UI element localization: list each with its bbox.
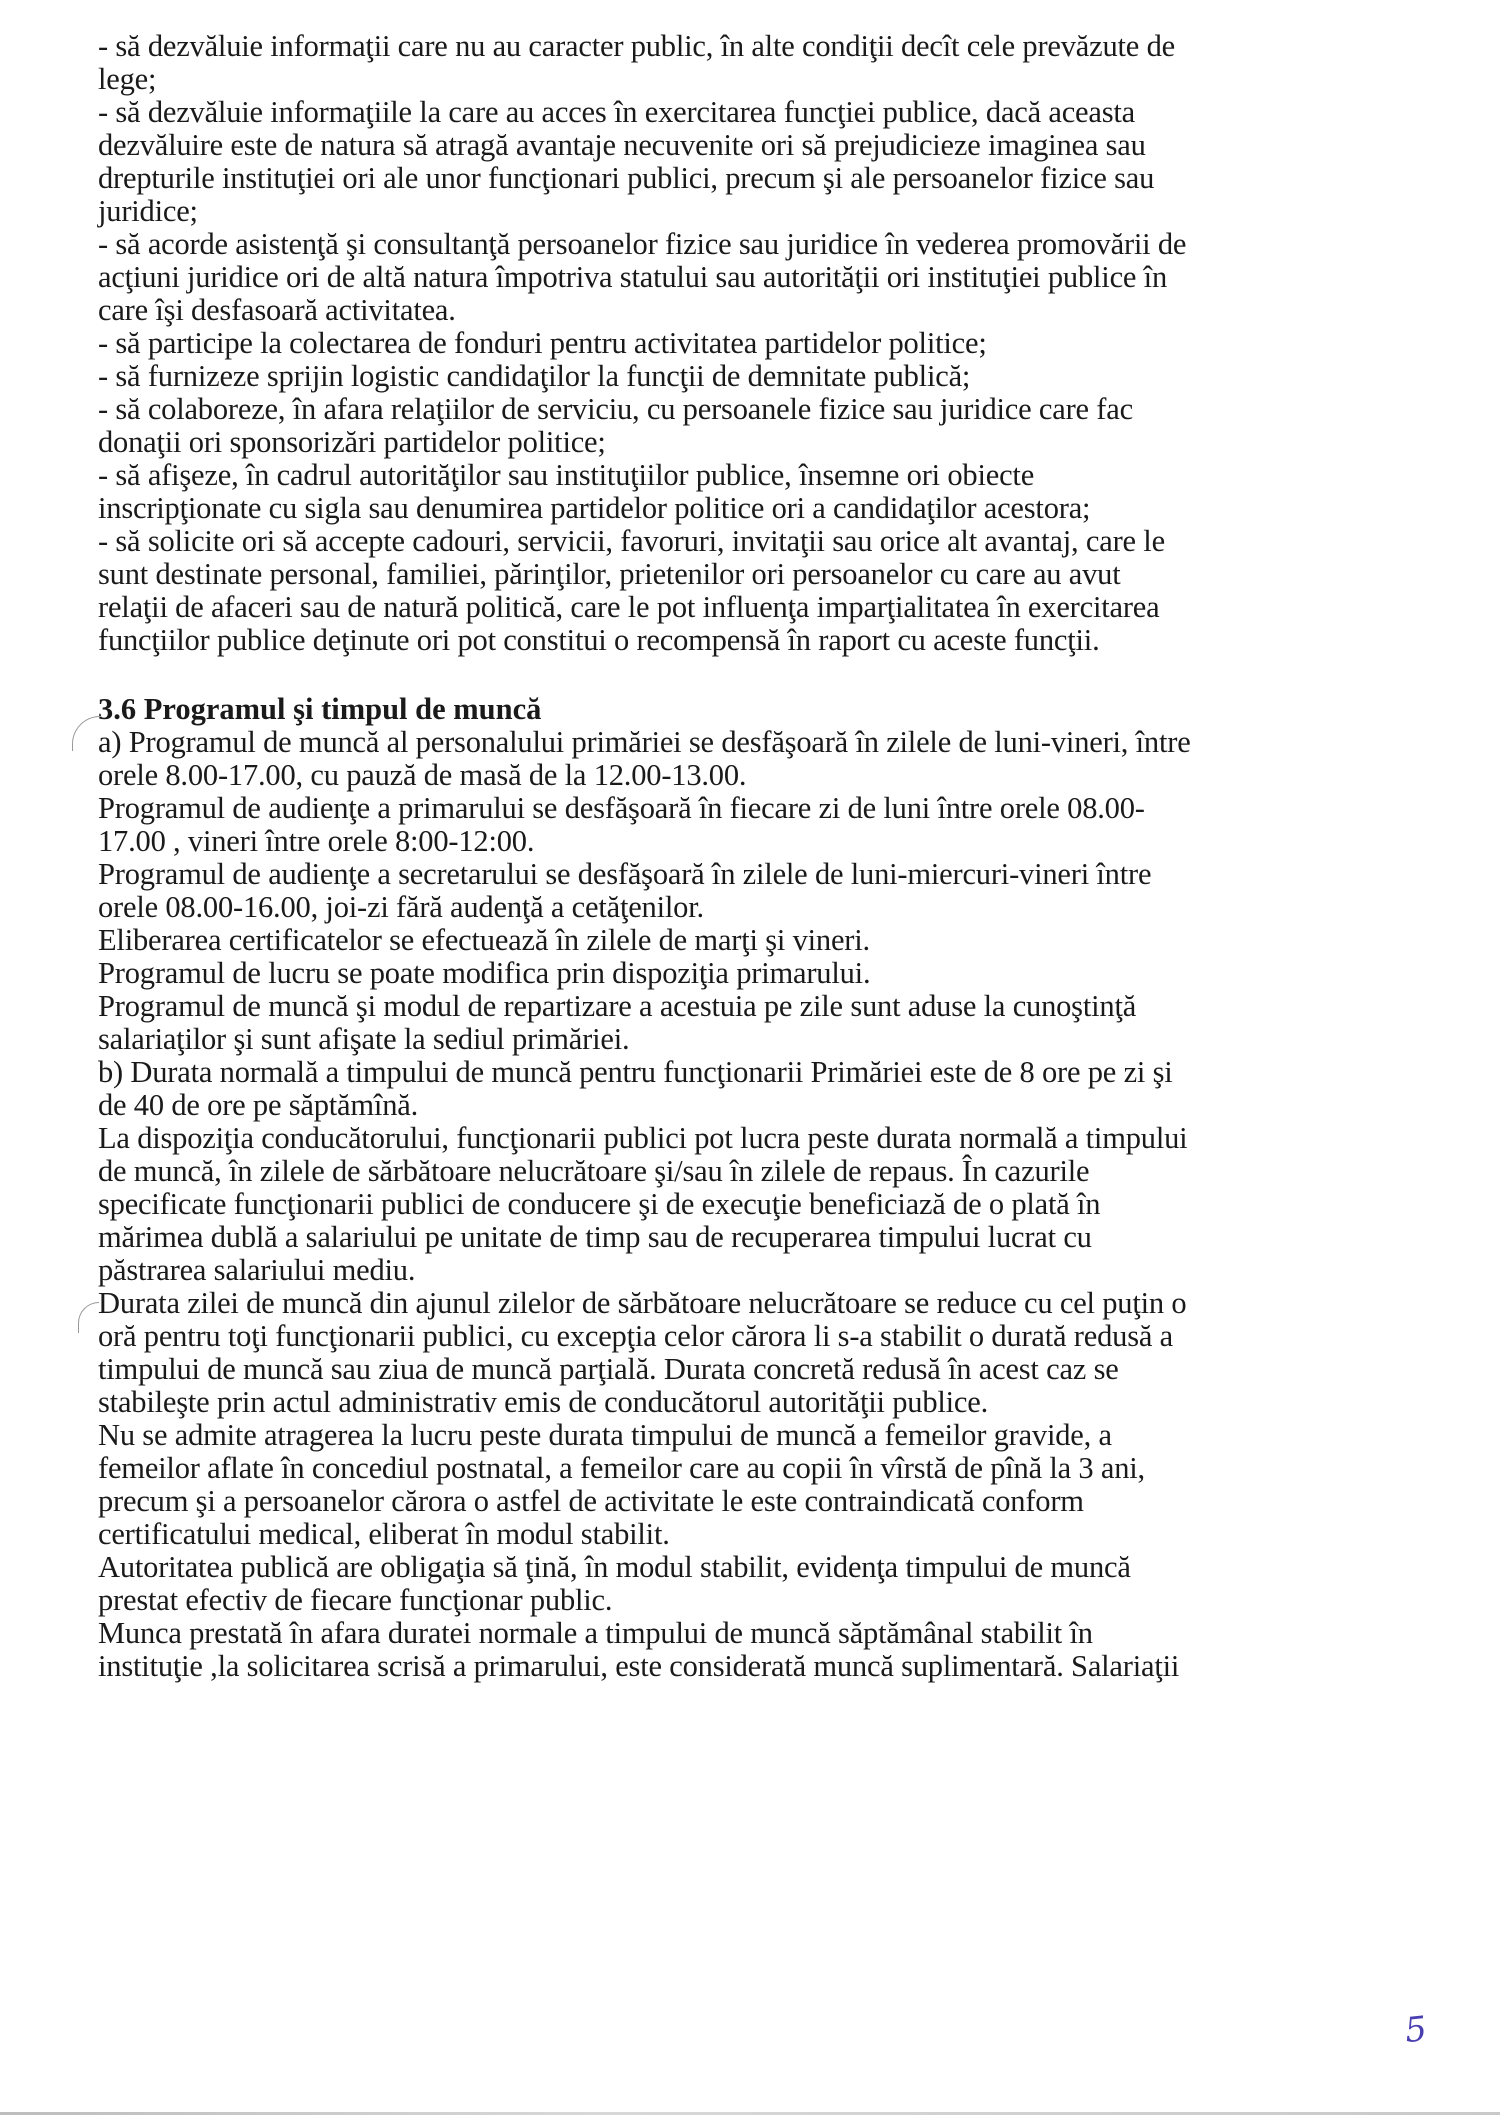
text-line: mărimea dublă a salariului pe unitate de timp sau de recuperarea timpului lucrat cu: [98, 1220, 1092, 1254]
section-body: [98, 726, 1398, 1683]
text-line: - să dezvăluie informaţii care nu au caracter public, în alte condiţii decît cele prevăzute de: [98, 29, 1175, 63]
text-line: La dispoziţia conducătorului, funcţionarii publici pot lucra peste durata normală a timpului: [98, 1121, 1188, 1155]
document-page: [98, 30, 1398, 1683]
scan-artifact-mark: [72, 716, 101, 751]
text-line: Programul de audienţe a primarului se desfăşoară în fiecare zi de luni între orele 08.00-: [98, 791, 1145, 825]
text-line: - să dezvăluie informaţiile la care au acces în exercitarea funcţiei publice, dacă aceasta: [98, 95, 1136, 129]
text-line: orele 8.00-17.00, cu pauză de masă de la 12.00-13.00.: [98, 758, 747, 792]
text-line: donaţii ori sponsorizări partidelor politice;: [98, 425, 606, 459]
text-line: oră pentru toţi funcţionarii publici, cu excepţia celor cărora li s-a stabilit o durată redusă a: [98, 1319, 1173, 1353]
text-line: - să acorde asistenţă şi consultanţă persoanelor fizice sau juridice în vederea promovării de: [98, 227, 1187, 261]
text-line: precum şi a persoanelor cărora o astfel de activitate le este contraindicată conform: [98, 1484, 1084, 1518]
text-line: Programul de muncă şi modul de repartizare a acestuia pe zile sunt aduse la cunoştinţă: [98, 989, 1137, 1023]
text-line: 17.00 , vineri între orele 8:00-12:00.: [98, 824, 535, 858]
text-line: b) Durata normală a timpului de muncă pentru funcţionarii Primăriei este de 8 ore pe zi şi: [98, 1055, 1173, 1089]
text-line: de muncă, în zilele de sărbătoare nelucrătoare şi/sau în zilele de repaus. În cazurile: [98, 1154, 1090, 1188]
text-line: inscripţionate cu sigla sau denumirea partidelor politice ori a candidaţilor acestora;: [98, 491, 1091, 525]
text-line: lege;: [98, 62, 157, 96]
text-line: juridice;: [98, 194, 198, 228]
text-line: care îşi desfasoară activitatea.: [98, 293, 456, 327]
text-line: specificate funcţionarii publici de conducere şi de execuţie beneficiază de o plată în: [98, 1187, 1101, 1221]
text-line: stabileşte prin actul administrativ emis de conducătorul autorităţii publice.: [98, 1385, 989, 1419]
text-line: Durata zilei de muncă din ajunul zilelor de sărbătoare nelucrătoare se reduce cu cel puţin o: [98, 1286, 1187, 1320]
scan-artifact-mark: [78, 1302, 99, 1333]
text-line: Eliberarea certificatelor se efectuează în zilele de marţi şi vineri.: [98, 923, 870, 957]
text-line: femeilor aflate în concediul postnatal, a femeilor care au copii în vîrstă de pînă la 3 ani,: [98, 1451, 1145, 1485]
text-line: a) Programul de muncă al personalului primăriei se desfăşoară în zilele de luni-vineri, între: [98, 725, 1191, 759]
text-line: salariaţilor şi sunt afişate la sediul primăriei.: [98, 1022, 630, 1056]
text-line: relaţii de afaceri sau de natură politică, care le pot influenţa imparţialitatea în exercitarea: [98, 590, 1160, 624]
text-line: sunt destinate personal, familiei, părinţilor, prietenilor ori persoanelor cu care au avut: [98, 557, 1121, 591]
text-line: Munca prestată în afara duratei normale a timpului de muncă săptămânal stabilit în: [98, 1616, 1093, 1650]
text-line: Programul de audienţe a secretarului se desfăşoară în zilele de luni-miercuri-vineri între: [98, 857, 1152, 891]
text-line: funcţiilor publice deţinute ori pot constitui o recompensă în raport cu aceste funcţii.: [98, 623, 1100, 657]
text-line: - să solicite ori să accepte cadouri, servicii, favoruri, invitaţii sau orice alt avantaj, care le: [98, 524, 1165, 558]
text-line: prestat efectiv de fiecare funcţionar public.: [98, 1583, 613, 1617]
text-line: certificatului medical, eliberat în modul stabilit.: [98, 1517, 670, 1551]
text-line: Programul de lucru se poate modifica prin dispoziţia primarului.: [98, 956, 871, 990]
page-bottom-edge: [0, 2112, 1500, 2115]
text-line: Autoritatea publică are obligaţia să ţină, în modul stabilit, evidenţa timpului de muncă: [98, 1550, 1131, 1584]
handwritten-page-number: 5: [1402, 2008, 1429, 2052]
text-line: instituţie ,la solicitarea scrisă a primarului, este considerată muncă suplimentară. Salariaţii: [98, 1649, 1180, 1683]
text-line: drepturile instituţiei ori ale unor funcţionari publici, precum şi ale persoanelor fizice sau: [98, 161, 1155, 195]
text-line: timpului de muncă sau ziua de muncă parţială. Durata concretă redusă în acest caz se: [98, 1352, 1119, 1386]
text-line: Nu se admite atragerea la lucru peste durata timpului de muncă a femeilor gravide, a: [98, 1418, 1112, 1452]
prohibitions-list: [98, 30, 1398, 657]
text-line: de 40 de ore pe săptămînă.: [98, 1088, 419, 1122]
text-line: dezvăluire este de natura să atragă avantaje necuvenite ori să prejudicieze imaginea sau: [98, 128, 1146, 162]
text-line: orele 08.00-16.00, joi-zi fără audenţă a cetăţenilor.: [98, 890, 704, 924]
text-line: - să afişeze, în cadrul autorităţilor sau instituţiilor publice, însemne ori obiecte: [98, 458, 1035, 492]
section-heading: 3.6 Programul şi timpul de muncă: [98, 692, 542, 726]
text-line: acţiuni juridice ori de altă natura împotriva statului sau autorităţii ori instituţiei publice în: [98, 260, 1167, 294]
text-line: - să furnizeze sprijin logistic candidaţilor la funcţii de demnitate publică;: [98, 359, 971, 393]
text-line: păstrarea salariului mediu.: [98, 1253, 416, 1287]
text-line: - să participe la colectarea de fonduri pentru activitatea partidelor politice;: [98, 326, 987, 360]
text-line: - să colaboreze, în afara relaţiilor de serviciu, cu persoanele fizice sau juridice care fac: [98, 392, 1133, 426]
